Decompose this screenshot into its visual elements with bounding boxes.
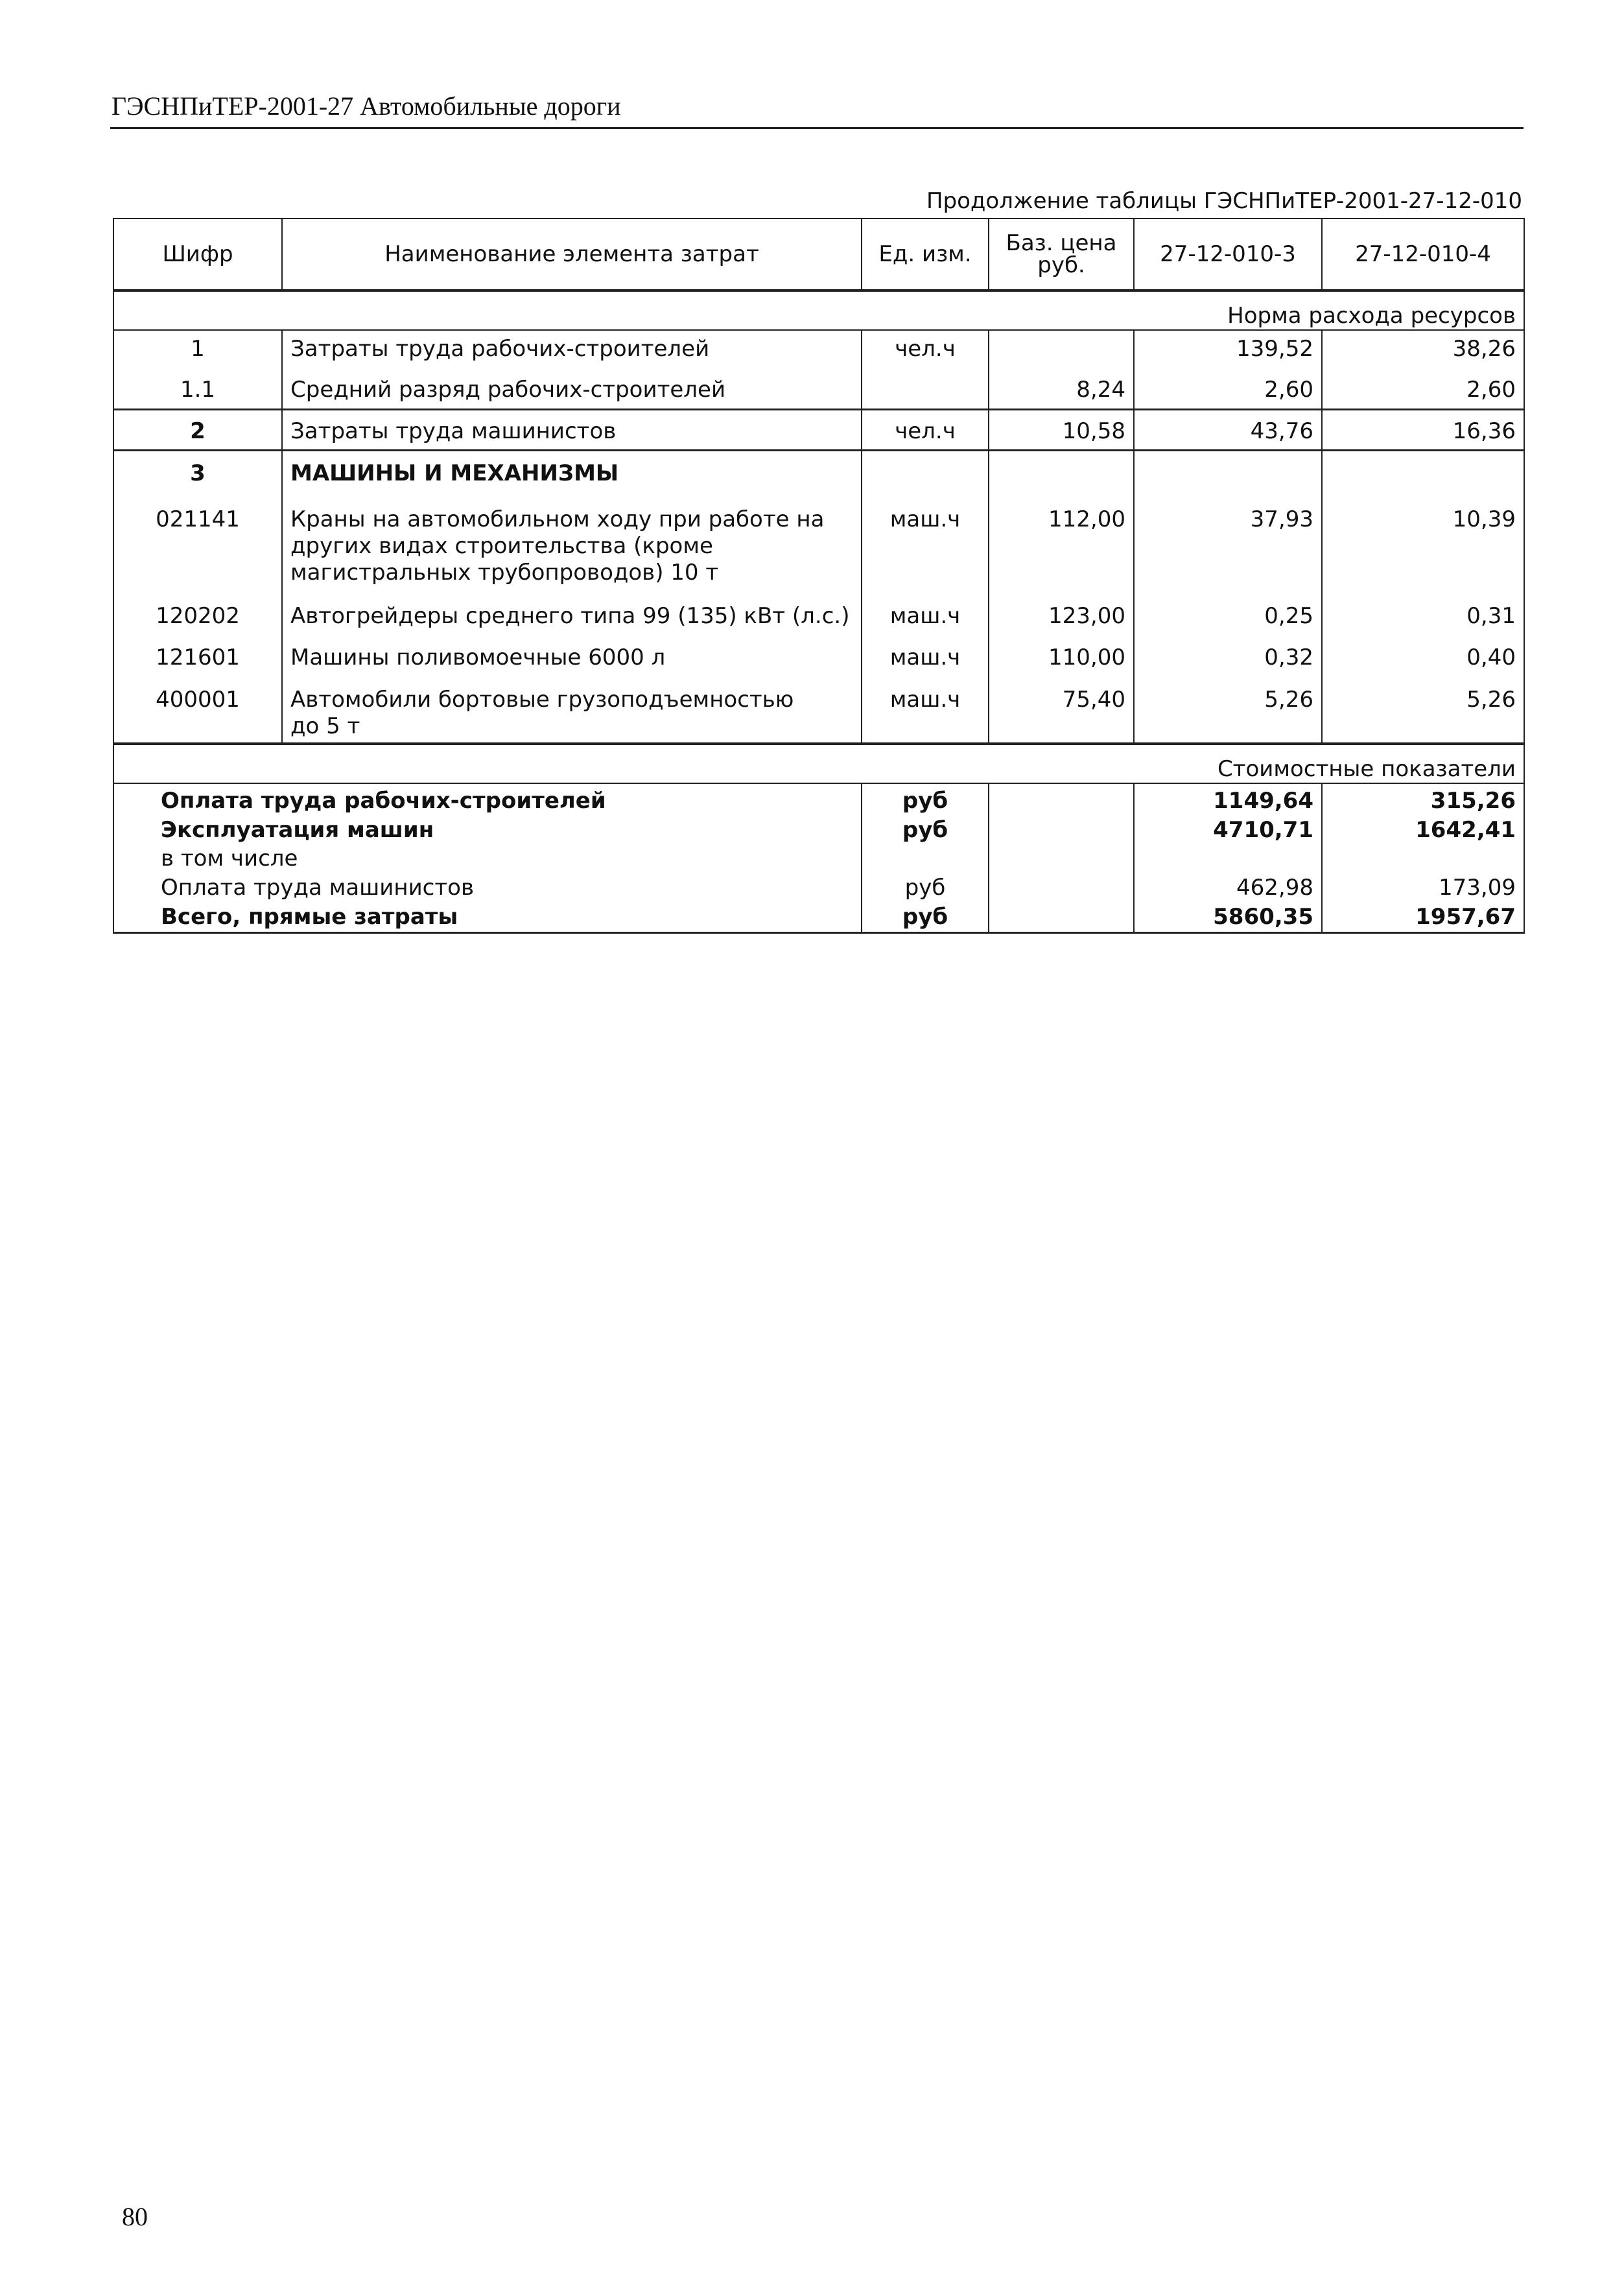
col-header-price-line2: руб. [1037,252,1085,278]
row-price: 112,00 [989,490,1134,588]
col-header-price [989,219,1134,290]
row-name: Краны на автомобильном ходу при работе на других видах строительства (кроме магистральных трубопроводов) 10 т [282,490,862,588]
row-code: 2 [113,409,282,451]
row-name: Автомобили бортовые грузоподъемностью до 5 т [282,674,862,744]
row-value-b: 0,31 [1322,589,1524,632]
row-value-a: 139,52 [1134,330,1322,365]
row-name: Затраты труда машинистов [282,409,862,451]
row-value-a [1134,451,1322,490]
col-header-price-line1: Баз. цена [1006,230,1117,256]
summary-row [113,783,1524,816]
col-header-27-12-010-3: 27-12-010-3 [1134,219,1322,290]
row-value-b: 0,40 [1322,632,1524,674]
summary-unit [862,844,989,873]
table-row [113,330,1524,365]
row-unit: маш.ч [862,632,989,674]
summary-unit: руб [862,816,989,845]
row-price: 10,58 [989,409,1134,451]
row-price: 110,00 [989,632,1134,674]
row-code: 021141 [113,490,282,588]
row-code: 1.1 [113,365,282,409]
summary-value-b [1322,844,1524,873]
row-name: Средний разряд рабочих-строителей [282,365,862,409]
summary-name: Оплата труда рабочих-строителей [113,783,862,816]
band-row-cost [113,744,1524,783]
row-unit: чел.ч [862,330,989,365]
page-number: 80 [122,2202,148,2231]
row-unit: чел.ч [862,409,989,451]
row-value-b: 10,39 [1322,490,1524,588]
row-value-a: 43,76 [1134,409,1322,451]
row-name: Автогрейдеры среднего типа 99 (135) кВт (л.с.) [282,589,862,632]
row-code: 1 [113,330,282,365]
summary-name: Всего, прямые затраты [113,903,862,932]
summary-price [989,873,1134,903]
row-value-a: 5,26 [1134,674,1322,744]
col-header-unit: Ед. изм. [862,219,989,290]
row-code: 120202 [113,589,282,632]
table-row [113,365,1524,409]
row-unit: маш.ч [862,589,989,632]
band-cost-label: Стоимостные показатели [113,744,1524,783]
band-row-norm [113,290,1524,330]
row-name: Машины поливомоечные 6000 л [282,632,862,674]
summary-name: в том числе [113,844,862,873]
table-continuation-note: Продолжение таблицы ГЭСНПиТЕР-2001-27-12-010 [926,188,1522,214]
summary-value-b: 1957,67 [1322,903,1524,932]
resource-norms-table [113,218,1525,934]
summary-unit: руб [862,903,989,932]
summary-row [113,816,1524,845]
table-header-row [113,219,1524,290]
row-unit: маш.ч [862,490,989,588]
summary-price [989,783,1134,816]
summary-value-a [1134,844,1322,873]
row-price [989,451,1134,490]
summary-value-b: 173,09 [1322,873,1524,903]
header-rule [110,127,1524,129]
col-header-code: Шифр [113,219,282,290]
summary-unit: руб [862,783,989,816]
summary-name: Оплата труда машинистов [113,873,862,903]
summary-value-a: 5860,35 [1134,903,1322,932]
row-unit [862,451,989,490]
row-code: 121601 [113,632,282,674]
summary-price [989,844,1134,873]
row-code: 3 [113,451,282,490]
row-price [989,330,1134,365]
row-value-b: 38,26 [1322,330,1524,365]
table-row-section [113,451,1524,490]
summary-price [989,903,1134,932]
row-code: 400001 [113,674,282,744]
row-value-a: 2,60 [1134,365,1322,409]
row-value-a: 0,25 [1134,589,1322,632]
summary-price [989,816,1134,845]
col-header-27-12-010-4: 27-12-010-4 [1322,219,1524,290]
row-value-b [1322,451,1524,490]
band-norm-label: Норма расхода ресурсов [113,290,1524,330]
table-row [113,490,1524,588]
row-name: МАШИНЫ И МЕХАНИЗМЫ [282,451,862,490]
table-row [113,409,1524,451]
summary-value-a: 462,98 [1134,873,1322,903]
summary-row [113,873,1524,903]
summary-value-b: 1642,41 [1322,816,1524,845]
row-name: Затраты труда рабочих-строителей [282,330,862,365]
col-header-name: Наименование элемента затрат [282,219,862,290]
table-row [113,674,1524,744]
row-value-b: 2,60 [1322,365,1524,409]
row-unit: маш.ч [862,674,989,744]
row-value-b: 16,36 [1322,409,1524,451]
row-value-a: 37,93 [1134,490,1322,588]
page-header-title: ГЭСНПиТЕР-2001-27 Автомобильные дороги [112,91,621,121]
summary-row [113,844,1524,873]
row-unit [862,365,989,409]
summary-name: Эксплуатация машин [113,816,862,845]
table-row [113,632,1524,674]
summary-unit: руб [862,873,989,903]
row-value-b: 5,26 [1322,674,1524,744]
summary-value-b: 315,26 [1322,783,1524,816]
table-row [113,589,1524,632]
row-value-a: 0,32 [1134,632,1322,674]
summary-value-a: 4710,71 [1134,816,1322,845]
row-price: 75,40 [989,674,1134,744]
row-price: 8,24 [989,365,1134,409]
summary-value-a: 1149,64 [1134,783,1322,816]
row-price: 123,00 [989,589,1134,632]
resource-table-container [113,218,1524,934]
summary-row-total [113,903,1524,932]
